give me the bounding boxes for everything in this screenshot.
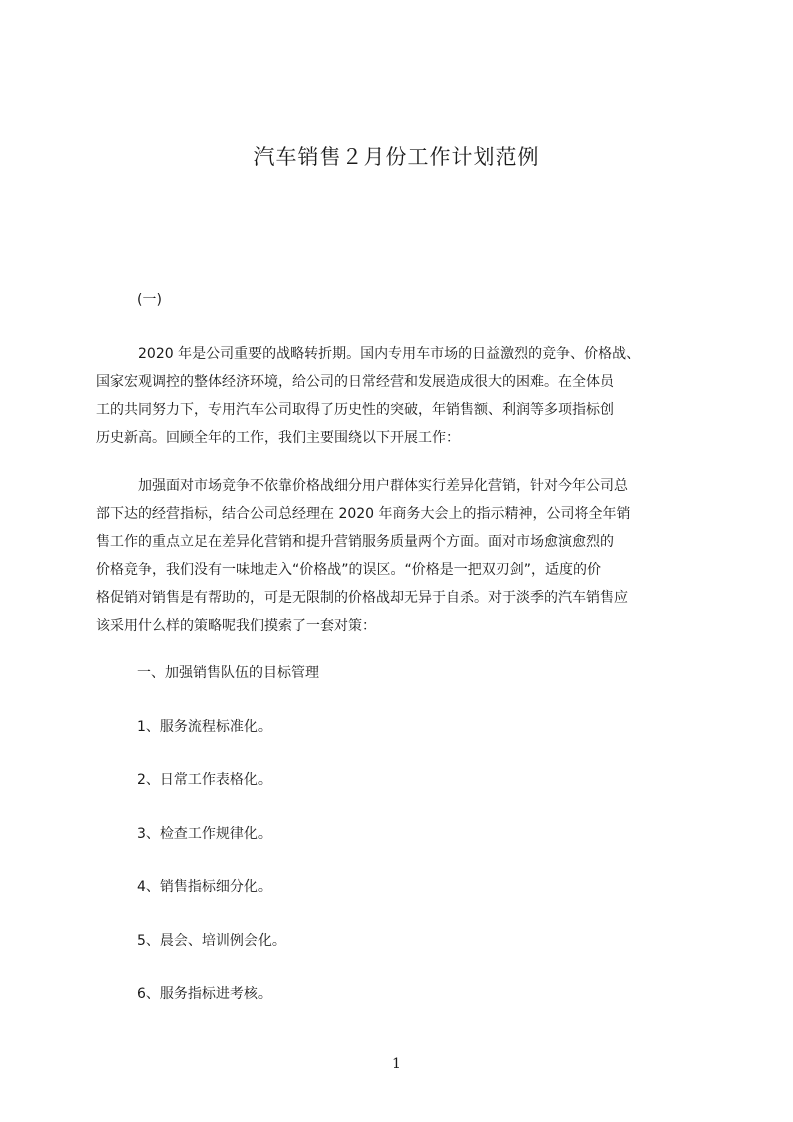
list-item: 6、服务指标进考核。 (137, 986, 272, 1002)
paragraph-intro (96, 340, 699, 452)
paragraph-line: 价格竞争，我们没有一味地走入“价格战”的误区。“价格是一把双刃剑”，适度的价 (96, 562, 602, 578)
paragraph-strategy (96, 472, 699, 640)
paragraph-line: 2020 年是公司重要的战略转折期。国内专用车市场的日益激烈的竞争、价格战、 (138, 346, 641, 362)
list-item: 3、检查工作规律化。 (137, 826, 272, 842)
paragraph-line: 该采用什么样的策略呢我们摸索了一套对策： (96, 618, 376, 634)
list-item: 2、日常工作表格化。 (137, 772, 272, 788)
page-number: 1 (392, 1056, 401, 1072)
paragraph-line: 加强面对市场竞争不依靠价格战细分用户群体实行差异化营销，针对今年公司总 (138, 478, 628, 494)
paragraph-line: 格促销对销售是有帮助的，可是无限制的价格战却无异于自杀。对于淡季的汽车销售应 (96, 590, 628, 606)
section-label: (一) (137, 292, 162, 308)
paragraph-line: 售工作的重点立足在差异化营销和提升营销服务质量两个方面。面对市场愈演愈烈的 (96, 534, 614, 550)
paragraph-line: 历史新高。回顾全年的工作，我们主要围绕以下开展工作： (96, 430, 460, 446)
paragraph-line: 部下达的经营指标，结合公司总经理在 2020 年商务大会上的指示精神，公司将全年销 (96, 506, 631, 522)
list-item: 5、晨会、培训例会化。 (137, 933, 286, 949)
paragraph-line: 工的共同努力下，专用汽车公司取得了历史性的突破，年销售额、利润等多项指标创 (96, 402, 614, 418)
document-title: 汽车销售２月份工作计划范例 (253, 145, 540, 169)
list-item: 1、服务流程标准化。 (137, 719, 272, 735)
paragraph-line: 国家宏观调控的整体经济环境，给公司的日常经营和发展造成很大的困难。在全体员 (96, 374, 614, 390)
list-heading: 一、加强销售队伍的目标管理 (137, 665, 319, 681)
list-item: 4、销售指标细分化。 (137, 879, 272, 895)
